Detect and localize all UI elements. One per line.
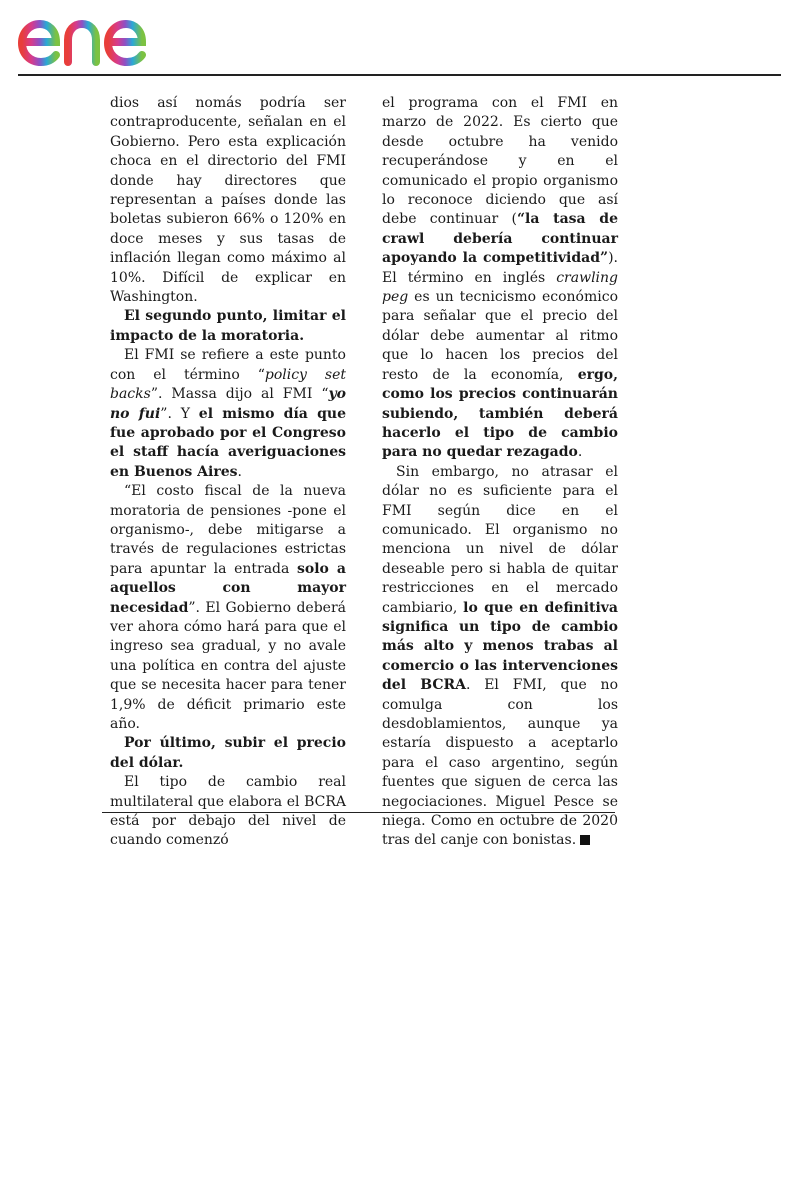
enel-logo [18, 4, 182, 68]
article-column-left [110, 94, 346, 851]
bottom-rule [102, 812, 615, 813]
paragraph: dios así nomás podría ser contraproducente, señalan en el Gobierno. Pero esta explicación choca en el directorio del FMI donde hay directores que representan a países donde las boletas subieron 66% o 120% en doce meses y sus tasas de inflación llegan como máximo al 10%. Difícil de explicar en Washington. [110, 95, 346, 306]
paragraph: El tipo de cambio real multilateral que elabora el BCRA está por debajo del nivel de cuando comenzó [110, 774, 346, 849]
subheading: Por último, subir el precio del dólar. [110, 735, 346, 771]
subheading: El segundo punto, limitar el impacto de la moratoria. [110, 308, 346, 344]
header-rule [18, 74, 781, 76]
article-column-right [382, 94, 618, 851]
paragraph: Sin embargo, no atrasar el dólar no es suficiente para el FMI según dice en el comunicado. El organismo no menciona un nivel de dólar deseable pero si habla de quitar restricciones en el mercado cambiario, lo que en definitiva significa un tipo de cambio más alto y menos trabas al comercio o las intervenciones del BCRA. El FMI, que no comulga con los desdoblamientos, aunque ya estaría dispuesto a aceptarlo para el caso argentino, según fuentes que siguen de cerca las negociaciones. Miguel Pesce se niega. Como en octubre de 2020 tras del canje con bonistas. [382, 463, 619, 849]
paragraph: “El costo fiscal de la nueva moratoria de pensiones -pone el organismo-, debe mitigarse a través de regulaciones estrictas para apuntar la entrada solo a aquellos con mayor necesidad”. El Gobierno deberá ver ahora cómo hará para que el ingreso sea gradual, y no avale una política en contra del ajuste que se necesita hacer para tener 1,9% de déficit primario este año. [110, 483, 346, 732]
end-of-article-mark [580, 835, 590, 845]
paragraph: el programa con el FMI en marzo de 2022. Es cierto que desde octubre ha venido recuperándose y en el comunicado el propio organismo lo reconoce diciendo que así debe continuar (“la tasa de crawl debería continuar apoyando la competitividad”). El término en inglés crawling peg es un tecnicismo económico para señalar que el precio del dólar debe aumentar al ritmo que lo hacen los precios del resto de la economía, ergo, como los precios continuarán subiendo, también deberá hacerlo el tipo de cambio para no quedar rezagado. [382, 95, 618, 461]
paragraph: El FMI se refiere a este punto con el término “policy set backs”. Massa dijo al FMI “yo no fui”. Y el mismo día que fue aprobado por el Congreso el staff hacía averiguaciones en Buenos Aires. [110, 347, 346, 480]
